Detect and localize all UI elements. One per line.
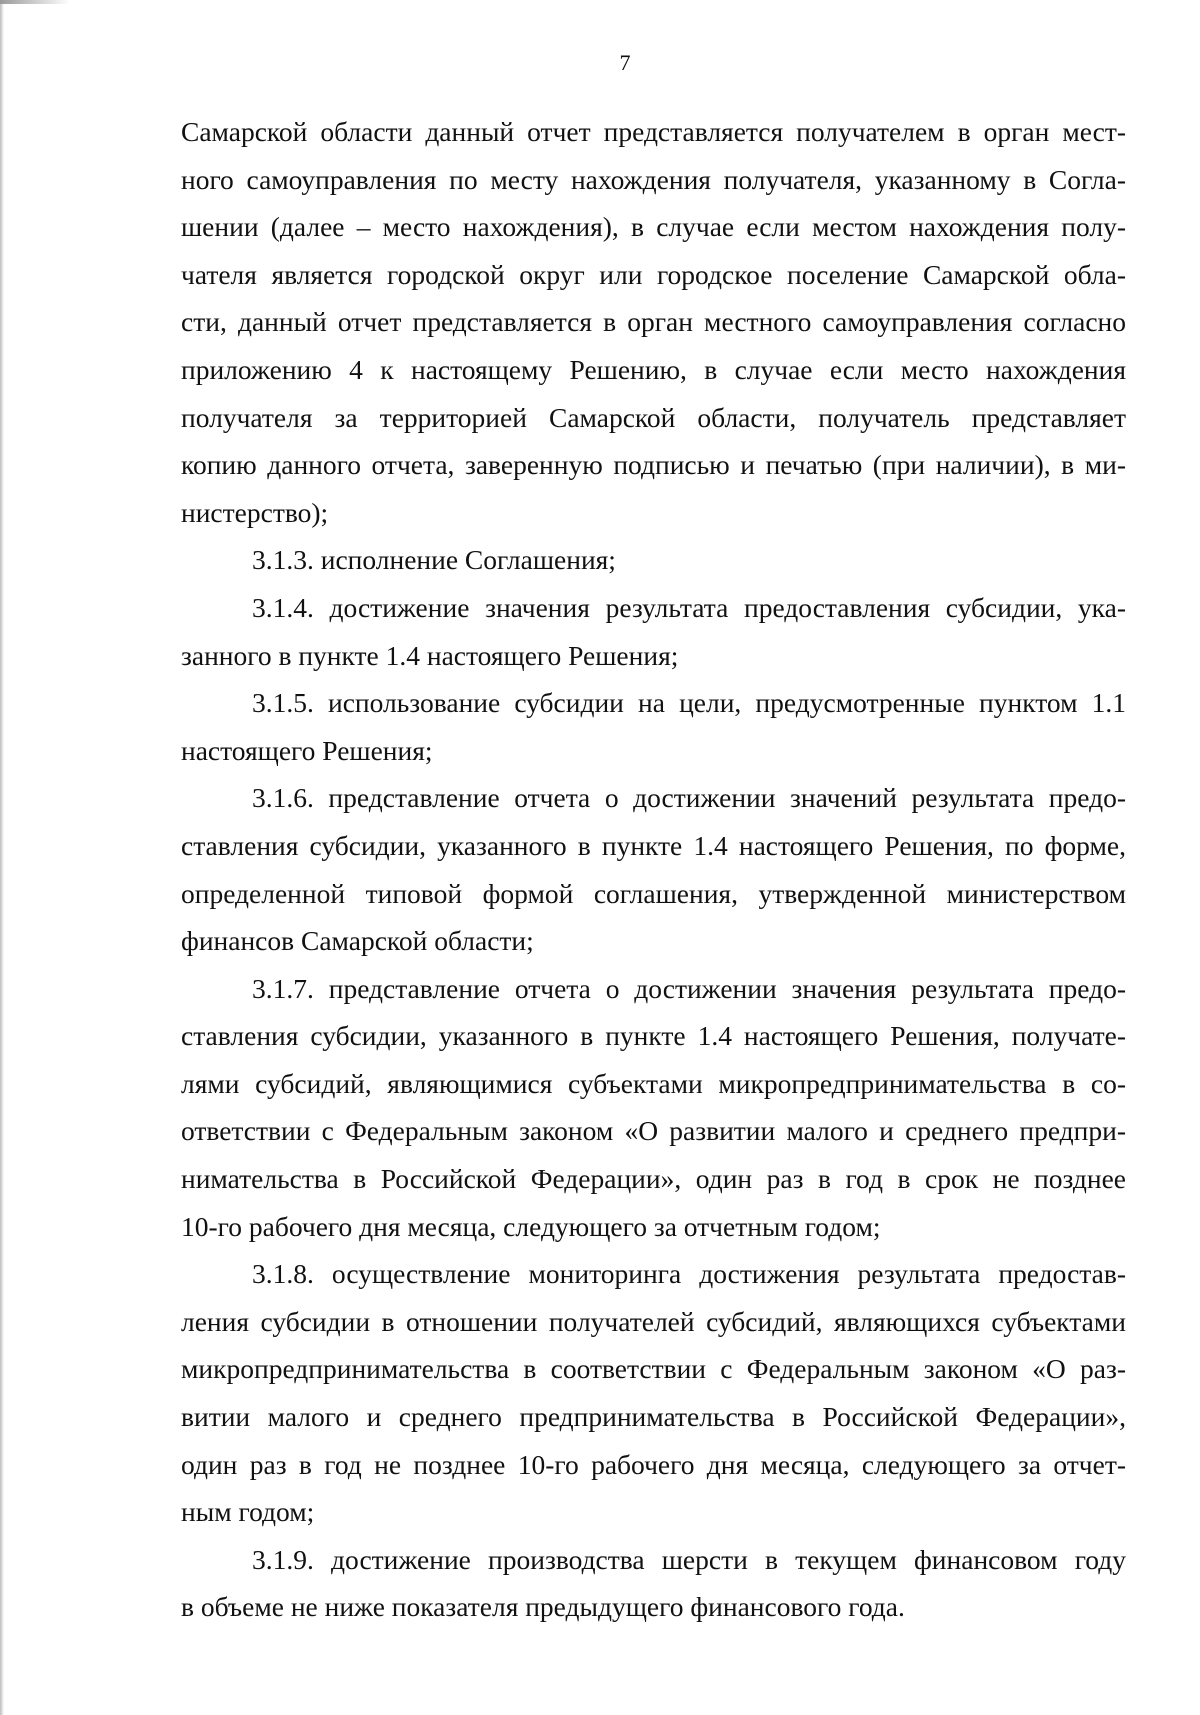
text-line: 3.1.9. достижение производства шерсти в текущем финансовом году [252,1543,1126,1575]
page-number: 7 [619,50,631,75]
text-line: определенной типовой формой соглашения, утвержденной министерством [181,877,1126,909]
text-line: ным годом; [181,1496,315,1528]
text-line: 3.1.5. использование субсидии на цели, предусмотренные пунктом 1.1 [252,687,1126,719]
text-line: ставления субсидии, указанного в пункте 1.4 настоящего Решения, получате- [181,1020,1126,1052]
scan-corner-mark [0,0,70,4]
text-line: ответствии с Федеральным законом «О развитии малого и среднего предпри- [181,1115,1126,1147]
text-line: копию данного отчета, заверенную подписью и печатью (при наличии), в ми- [181,449,1126,481]
paragraph-p-3-1-8 [181,1250,1126,1536]
paragraph-p-3-1-6 [181,774,1126,964]
paragraph-p-3-1-3 [181,536,1126,584]
text-line: получателя за территорией Самарской области, получатель представляет [181,401,1126,433]
text-line: 3.1.8. осуществление мониторинга достижения результата предостав- [252,1258,1126,1290]
paragraph-p-3-1-7 [181,965,1126,1251]
paragraph-p-3-1-9 [181,1536,1126,1631]
text-line: в объеме не ниже показателя предыдущего финансового года. [181,1591,905,1623]
text-line: нимательства в Российской Федерации», один раз в год в срок не позднее [181,1163,1126,1195]
scan-edge-shadow [0,0,4,1715]
text-line: ного самоуправления по месту нахождения получателя, указанному в Согла- [181,163,1126,195]
text-line: микропредпринимательства в соответствии с Федеральным законом «О раз- [181,1353,1126,1385]
text-line: 10-го рабочего дня месяца, следующего за отчетным годом; [181,1210,881,1242]
text-line: сти, данный отчет представляется в орган местного самоуправления согласно [181,306,1126,338]
text-line: нистерство); [181,496,329,528]
text-line: занного в пункте 1.4 настоящего Решения; [181,639,679,671]
text-line: приложению 4 к настоящему Решению, в случае если место нахождения [181,353,1126,385]
text-line: настоящего Решения; [181,734,433,766]
paragraph-p-continued [181,108,1126,536]
text-line: 3.1.3. исполнение Соглашения; [252,544,616,576]
text-line: один раз в год не позднее 10-го рабочего дня месяца, следующего за отчет- [181,1448,1126,1480]
text-line: шении (далее – место нахождения), в случае если местом нахождения полу- [181,211,1126,243]
text-line: 3.1.6. представление отчета о достижении значений результата предо- [252,782,1126,814]
document-body [181,108,1126,1631]
text-line: чателя является городской округ или городское поселение Самарской обла- [181,258,1126,290]
text-line: 3.1.7. представление отчета о достижении значения результата предо- [252,972,1126,1004]
text-line: 3.1.4. достижение значения результата предоставления субсидии, ука- [252,591,1126,623]
text-line: ления субсидии в отношении получателей субсидий, являющихся субъектами [181,1305,1126,1337]
paragraph-p-3-1-5 [181,679,1126,774]
text-line: финансов Самарской области; [181,925,534,957]
text-line: ставления субсидии, указанного в пункте 1.4 настоящего Решения, по форме, [181,829,1126,861]
paragraph-p-3-1-4 [181,584,1126,679]
text-line: Самарской области данный отчет представляется получателем в орган мест- [181,116,1126,147]
text-line: лями субсидий, являющимися субъектами микропредпринимательства в со- [181,1067,1126,1099]
text-line: витии малого и среднего предпринимательства в Российской Федерации», [181,1401,1126,1433]
